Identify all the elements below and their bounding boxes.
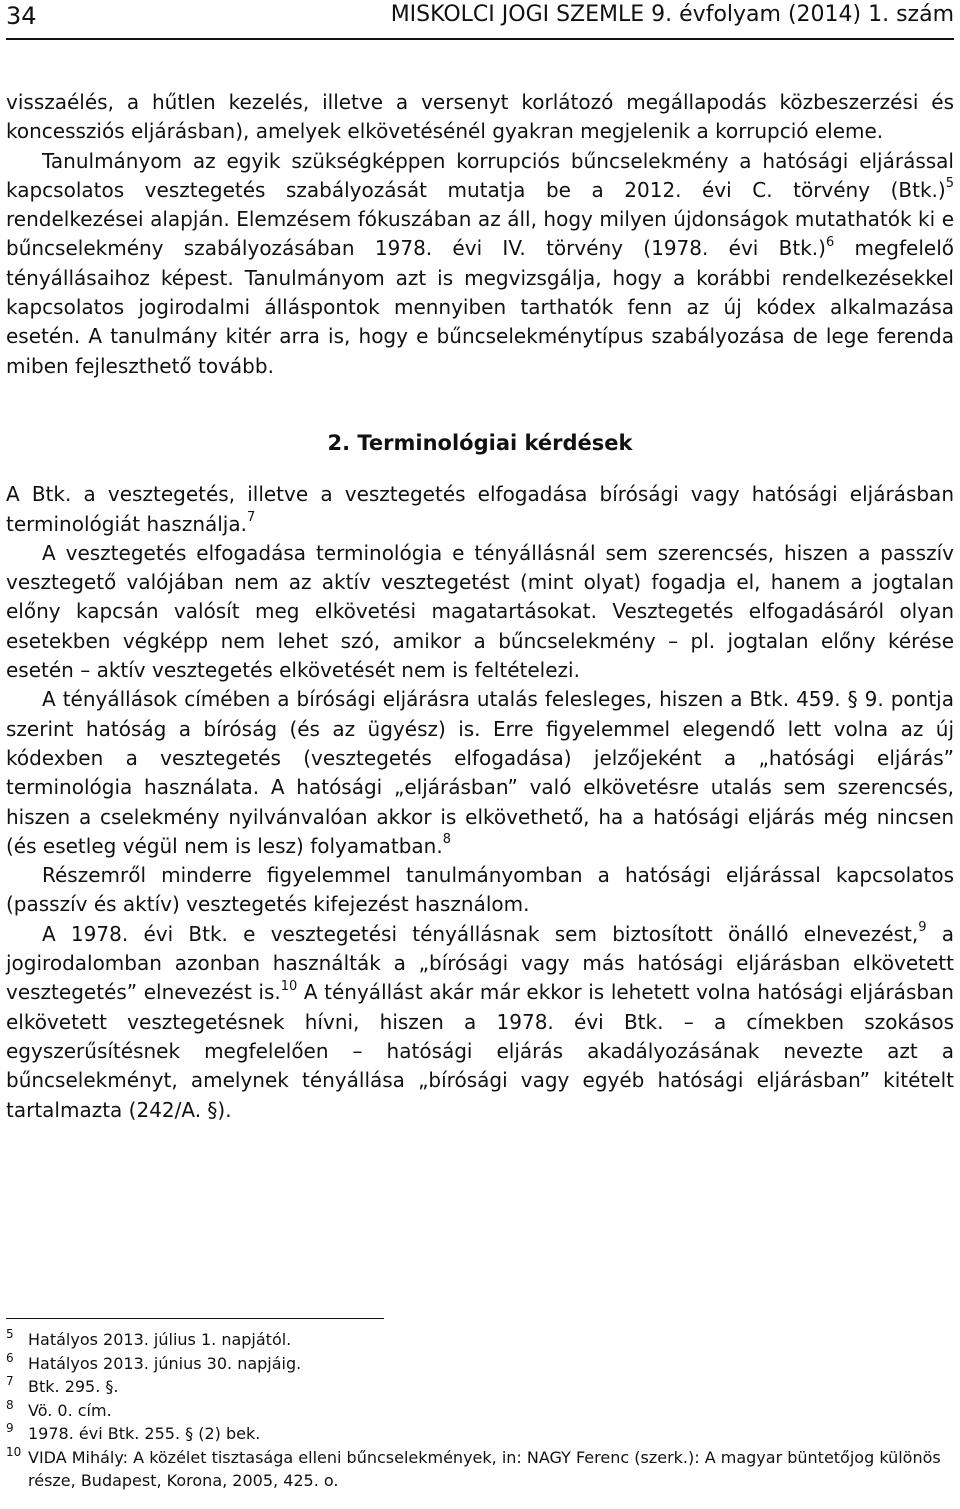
footnote-text: VIDA Mihály: A közélet tisztasága elleni bűncselekmények, in: NAGY Ferenc (szerk.): A magyar büntetőjog különös része, Budapest, Korona, 2005, 425. o. <box>28 1447 941 1490</box>
paragraph-passive-bribery: A vesztegetés elfogadása terminológia e tényállásnál sem szerencsés, hiszen a passzív vesztegető valójában nem az aktív vesztegetést (mint olyat) fogadja el, hanem a jogtalan előny kapcsán valósít meg elkövetési magatartásokat. Vesztegetés elfogadásáról olyan esetekben végképp nem lehet szó, amikor a bűncselekmény – pl. jogtalan előny kérése esetén – aktív vesztegetés elkövetését nem is feltételezi. <box>6 540 954 683</box>
footnote-item <box>6 1446 954 1493</box>
text-run: A 1978. évi Btk. e vesztegetési tényállásnak sem biztosított önálló elnevezést, <box>42 921 919 946</box>
footnote-ref[interactable]: 6 <box>825 234 835 250</box>
text-run: A tényállások címében a bírósági eljárásra utalás felesleges, hiszen a Btk. 459. § 9. pontja szerint hatóság a bíróság (és az ügyész) is. Erre figyelemmel elegendő lett volna az új kódexben a vesztegetés (vesztegetés elfogadása) jelzőjeként a „hatósági eljárás” terminológia használata. A hatósági „eljárásban” való elkövetésre utalás sem szerencsés, hiszen a cselekmény nyilvánvalóan akkor is elkövethető, ha a hatósági eljárás még nincsen (és esetleg végül nem is lesz) folyamatban. <box>6 687 954 858</box>
main-content <box>6 88 954 1125</box>
page-header <box>6 2 954 36</box>
footnote-number: 8 <box>6 1397 14 1412</box>
footnote-number: 9 <box>6 1421 14 1435</box>
section-heading: 2. Terminológiai kérdések <box>327 430 633 455</box>
footnote-item <box>6 1422 954 1446</box>
footnote-text: Hatályos 2013. július 1. napjától. <box>28 1330 292 1349</box>
footnote-ref[interactable]: 9 <box>918 920 927 936</box>
footnote-ref[interactable]: 7 <box>246 509 256 525</box>
paragraph-terminology <box>6 480 954 539</box>
footnote-item <box>6 1352 954 1376</box>
header-rule <box>6 38 954 40</box>
text-run: A tényállást akár már ekkor is lehetett volna hatósági eljárásban elkövetett vesztegetésnek hívni, hiszen a 1978. évi Btk. – a címekben szokásos egyszerűsítésnek megfelelően – hatósági eljárás akadályozásának nevezte azt a bűncselekményt, amelynek tényállása „bírósági vagy egyéb hatósági eljárásban” kitételt tartalmazta (242/A. §). <box>6 980 954 1122</box>
paragraph-study-aim <box>6 147 954 381</box>
text-run: megfelelő tényállásaihoz képest. Tanulmányom azt is megvizsgálja, hogy a korábbi rendelkezésekkel kapcsolatos jogirodalmi álláspontok mennyiben tarthatók fenn az új kódex alkalmazása esetén. A tanulmány kitér arra is, hogy e bűncselekménytípus szabályozása de lege ferenda miben fejleszthető tovább. <box>6 236 954 378</box>
footnote-rule <box>6 1318 384 1319</box>
paragraph-intro-continuation: visszaélés, a hűtlen kezelés, illetve a versenyt korlátozó megállapodás közbeszerzési és koncessziós eljárásban), amelyek elkövetésénél gyakran megjelenik a korrupció eleme. <box>6 90 954 144</box>
paragraph-author-usage: Részemről minderre figyelemmel tanulmányomban a hatósági eljárással kapcsolatos (passzív és aktív) vesztegetés kifejezést használom. <box>6 863 954 917</box>
footnote-text: Btk. 295. §. <box>28 1377 119 1396</box>
text-run: a jogirodalomban azonban használták a „bírósági vagy más hatósági eljárásban elkövetett vesztegetés” elnevezést is. <box>6 921 954 1005</box>
text-run: Tanulmányom az egyik szükségképpen korrupciós bűncselekmény a hatósági eljárással kapcsolatos vesztegetés szabályozását mutatja be a 2012. évi C. törvény (Btk.) <box>6 148 954 202</box>
footnote-text: 1978. évi Btk. 255. § (2) bek. <box>28 1424 261 1443</box>
running-title: MISKOLCI JOGI SZEMLE 9. évfolyam (2014) 1. szám <box>390 2 954 27</box>
text-run: rendelkezései alapján. Elemzésem fókuszában az áll, hogy milyen újdonságok mutathatók ki e bűncselekmény szabályozásában 1978. évi IV. törvény (1978. évi Btk.) <box>6 207 954 261</box>
footnote-item <box>6 1375 954 1399</box>
footnote-ref[interactable]: 8 <box>442 832 451 848</box>
footnote-number: 10 <box>6 1444 22 1459</box>
footnote-item <box>6 1328 954 1352</box>
footnote-text: Vö. 0. cím. <box>28 1400 112 1420</box>
footnote-text: Hatályos 2013. június 30. napjáig. <box>28 1353 302 1373</box>
text-run: A Btk. a vesztegetés, illetve a vesztegetés elfogadása bírósági vagy hatósági eljárásban terminológiát használja. <box>6 482 954 536</box>
footnote-ref[interactable]: 5 <box>945 176 954 192</box>
page-number: 34 <box>6 2 37 30</box>
paragraph-court-procedure <box>6 685 954 861</box>
footnote-item <box>6 1399 954 1423</box>
footnote-number: 7 <box>6 1374 14 1388</box>
paragraph-1978-code <box>6 920 954 1125</box>
footnote-number: 5 <box>6 1327 14 1341</box>
footnotes <box>6 1328 954 1493</box>
footnote-ref[interactable]: 10 <box>280 978 298 994</box>
footnote-number: 6 <box>6 1350 14 1365</box>
